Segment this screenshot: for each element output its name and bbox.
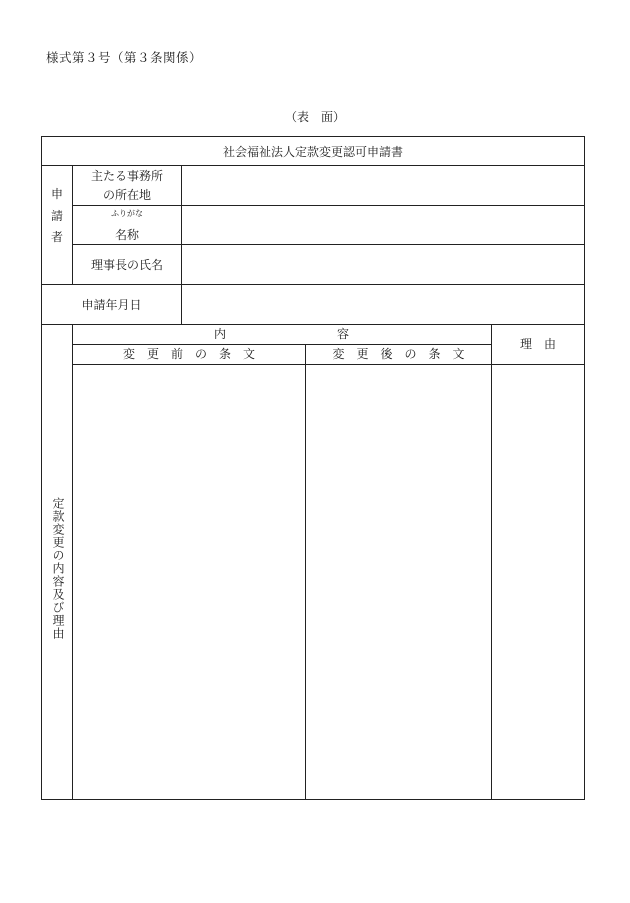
office-address-label-line2: の所在地 [102,188,151,202]
application-form [41,136,585,800]
divider-changes-group [72,324,73,799]
divider-column-headers [73,364,584,365]
applicant-group-char-3: 者 [50,230,63,244]
divider-reason [491,324,492,799]
divider-address [73,205,584,206]
after-column-header: 変 更 後 の 条 文 [332,347,465,361]
side-label: （表 面） [284,110,345,124]
divider-title [42,165,584,166]
applicant-group-char-1: 申 [50,187,63,201]
name-label: 名称 [114,228,139,242]
divider-label-column [181,165,182,324]
divider-content-header [73,344,491,345]
divider-date [42,324,584,325]
furigana-label: ふりがな [111,209,143,218]
form-title: 社会福祉法人定款変更認可申請書 [222,145,403,159]
content-label-right: 容 [337,327,350,341]
spacer-2 [181,225,584,226]
reason-column-header: 理 由 [519,337,556,351]
form-number: 様式第３号（第３条関係） [46,50,203,65]
content-label-left: 内 [214,327,227,341]
office-address-label-line1: 主たる事務所 [90,169,163,183]
chairman-name-label: 理事長の氏名 [90,258,163,272]
divider-name [73,244,584,245]
application-date-label: 申請年月日 [81,298,142,312]
divider-before-after [305,344,306,799]
before-column-header: 変 更 前 の 条 文 [122,347,255,361]
applicant-group-char-2: 請 [50,209,63,223]
divider-applicant [42,284,584,285]
changes-group-label: 定款変更の内容及び理由 [51,497,65,640]
